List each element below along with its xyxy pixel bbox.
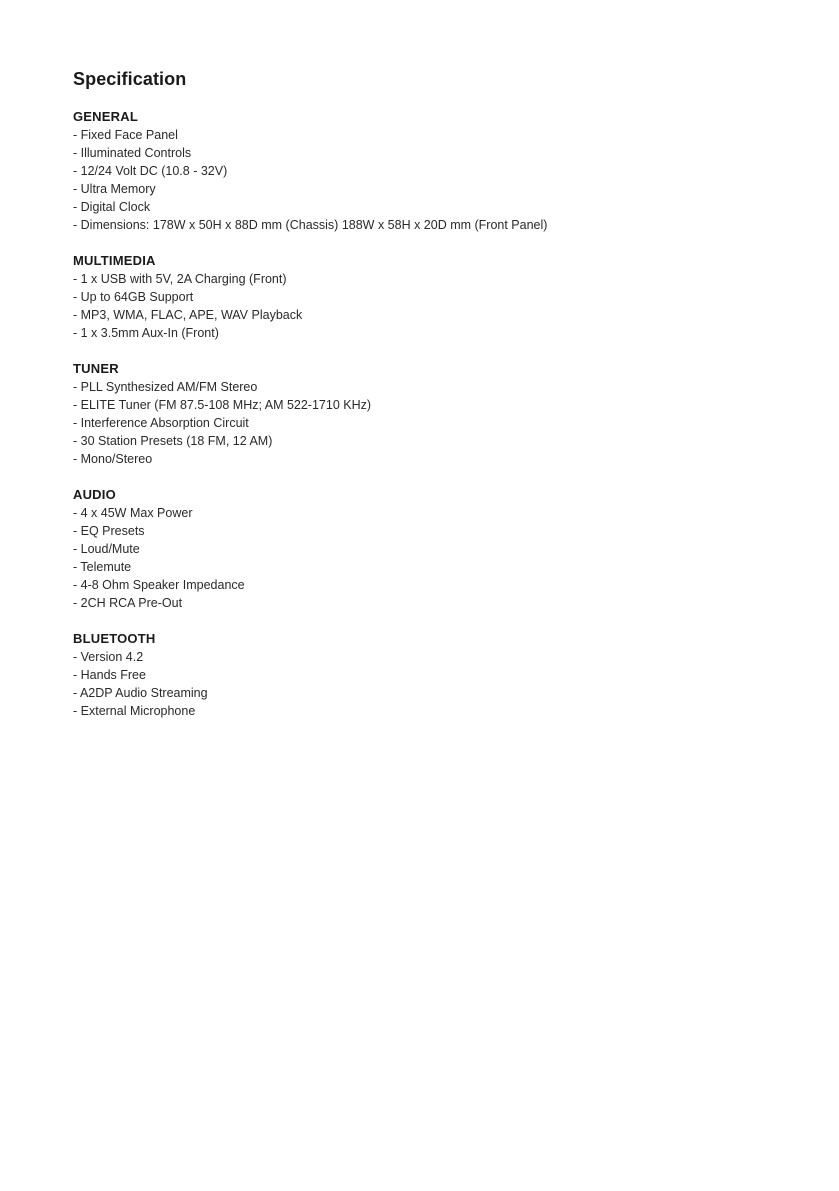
spec-list — [73, 378, 773, 468]
list-item: - Mono/Stereo — [73, 452, 153, 466]
list-item: - Hands Free — [73, 668, 146, 682]
list-item: - A2DP Audio Streaming — [73, 686, 208, 700]
list-item: - Telemute — [73, 560, 132, 574]
list-item: - 30 Station Presets (18 FM, 12 AM) — [73, 434, 273, 448]
list-item: - Ultra Memory — [73, 182, 156, 196]
list-item: - Up to 64GB Support — [73, 290, 194, 304]
spec-list — [73, 648, 773, 720]
list-item: - MP3, WMA, FLAC, APE, WAV Playback — [73, 308, 303, 322]
section-bluetooth — [73, 630, 773, 720]
section-multimedia — [73, 252, 773, 342]
list-item: - 12/24 Volt DC (10.8 - 32V) — [73, 164, 228, 178]
list-item: - Digital Clock — [73, 200, 151, 214]
spec-list — [73, 126, 773, 234]
list-item: - Version 4.2 — [73, 650, 144, 664]
section-audio — [73, 486, 773, 612]
list-item: - 2CH RCA Pre-Out — [73, 596, 183, 610]
list-item: - Dimensions: 178W x 50H x 88D mm (Chassis) 188W x 58H x 20D mm (Front Panel) — [73, 218, 548, 232]
page-title: Specification — [73, 69, 187, 89]
section-general — [73, 108, 773, 234]
list-item: - 1 x USB with 5V, 2A Charging (Front) — [73, 272, 287, 286]
list-item: - Illuminated Controls — [73, 146, 192, 160]
specification-page — [73, 66, 773, 738]
list-item: - PLL Synthesized AM/FM Stereo — [73, 380, 258, 394]
section-heading: AUDIO — [73, 487, 116, 502]
spec-list — [73, 270, 773, 342]
section-heading: GENERAL — [73, 109, 138, 124]
section-heading: MULTIMEDIA — [73, 253, 156, 268]
list-item: - External Microphone — [73, 704, 196, 718]
list-item: - 1 x 3.5mm Aux-In (Front) — [73, 326, 219, 340]
list-item: - 4 x 45W Max Power — [73, 506, 193, 520]
list-item: - 4-8 Ohm Speaker Impedance — [73, 578, 245, 592]
list-item: - ELITE Tuner (FM 87.5-108 MHz; AM 522-1710 KHz) — [73, 398, 372, 412]
section-heading: TUNER — [73, 361, 119, 376]
section-heading: BLUETOOTH — [73, 631, 156, 646]
list-item: - EQ Presets — [73, 524, 145, 538]
list-item: - Fixed Face Panel — [73, 128, 178, 142]
spec-list — [73, 504, 773, 612]
list-item: - Interference Absorption Circuit — [73, 416, 249, 430]
list-item: - Loud/Mute — [73, 542, 140, 556]
section-tuner — [73, 360, 773, 468]
